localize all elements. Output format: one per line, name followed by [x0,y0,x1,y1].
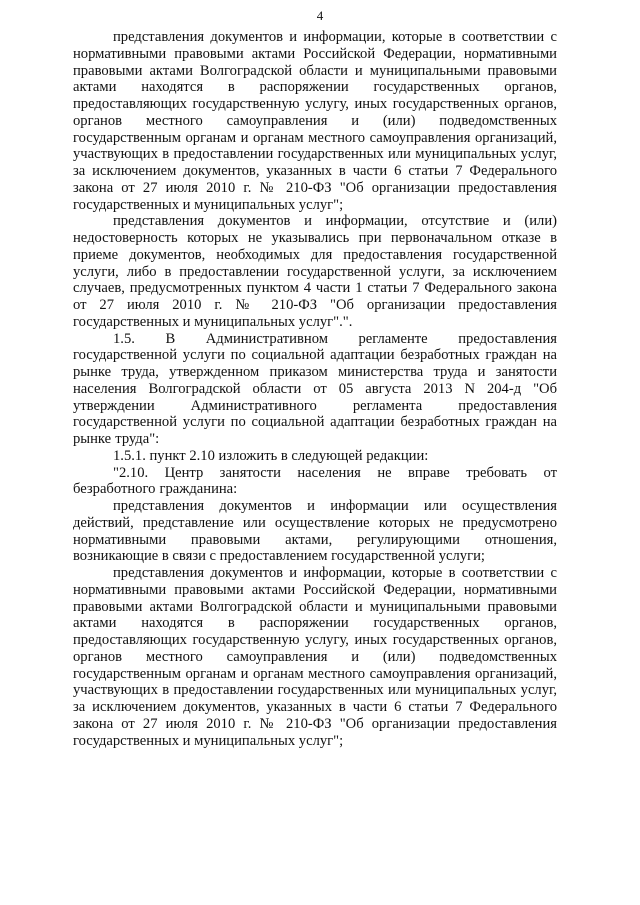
paragraph-clause-2-10: "2.10. Центр занятости населения не вправе требовать от безработного гражданина: [73,464,557,498]
paragraph-documents-not-previously-indicated: представления документов и информации, отсутствие и (или) недостоверность которых не указывались при первоначальном отказе в приеме документов, необходимых для предоставления государственной услуги, либо в предоставлении государственной услуги, за исключением случаев, предусмотренных пунктом 4 части 1 статьи 7 Федерального закона от 27 июля 2010 г. № 210-ФЗ "Об организации предоставления государственных и муниципальных услуг".". [73,213,557,330]
paragraph-section-1-5-1: 1.5.1. пункт 2.10 изложить в следующей редакции: [113,447,429,464]
document-body [73,29,557,749]
paragraph-actions-not-required-by-law: представления документов и информации или осуществления действий, представление или осуществление которых не предусмотрено нормативными правовыми актами, регулирующими отношения, возникающие в связи с предоставлением государственной услуги; [73,498,557,565]
paragraph-section-1-5: 1.5. В Административном регламенте предоставления государственной услуги по социальной адаптации безработных граждан на рынке труда, утвержденном приказом министерства труда и занятости населения Волгоградской области от 05 августа 2013 N 204-д "Об утверждении Административного регламента предоставления государственной услуги по социальной адаптации безработных граждан на рынке труда": [73,330,557,447]
paragraph-documents-in-possession-of-authorities-repeat: представления документов и информации, которые в соответствии с нормативными правовыми актами Российской Федерации, нормативными правовыми актами Волгоградской области и муниципальными правовыми актами находятся в распоряжении государственных органов, предоставляющих государственную услугу, иных государственных органов, органов местного самоуправления и (или) подведомственных государственным органам и органам местного самоуправления организаций, участвующих в предоставлении государственных или муниципальных услуг, за исключением документов, указанных в части 6 статьи 7 Федерального закона от 27 июля 2010 г. № 210-ФЗ "Об организации предоставления государственных и муниципальных услуг"; [73,565,557,749]
page-number: 4 [316,8,324,23]
paragraph-documents-in-possession-of-authorities: представления документов и информации, которые в соответствии с нормативными правовыми актами Российской Федерации, нормативными правовыми актами Волгоградской области и муниципальными правовыми актами находятся в распоряжении государственных органов, предоставляющих государственную услугу, иных государственных органов, органов местного самоуправления и (или) подведомственных государственным органам и органам местного самоуправления организаций, участвующих в предоставлении государственных или муниципальных услуг, за исключением документов, указанных в части 6 статьи 7 Федерального закона от 27 июля 2010 г. № 210-ФЗ "Об организации предоставления государственных и муниципальных услуг"; [73,29,557,213]
